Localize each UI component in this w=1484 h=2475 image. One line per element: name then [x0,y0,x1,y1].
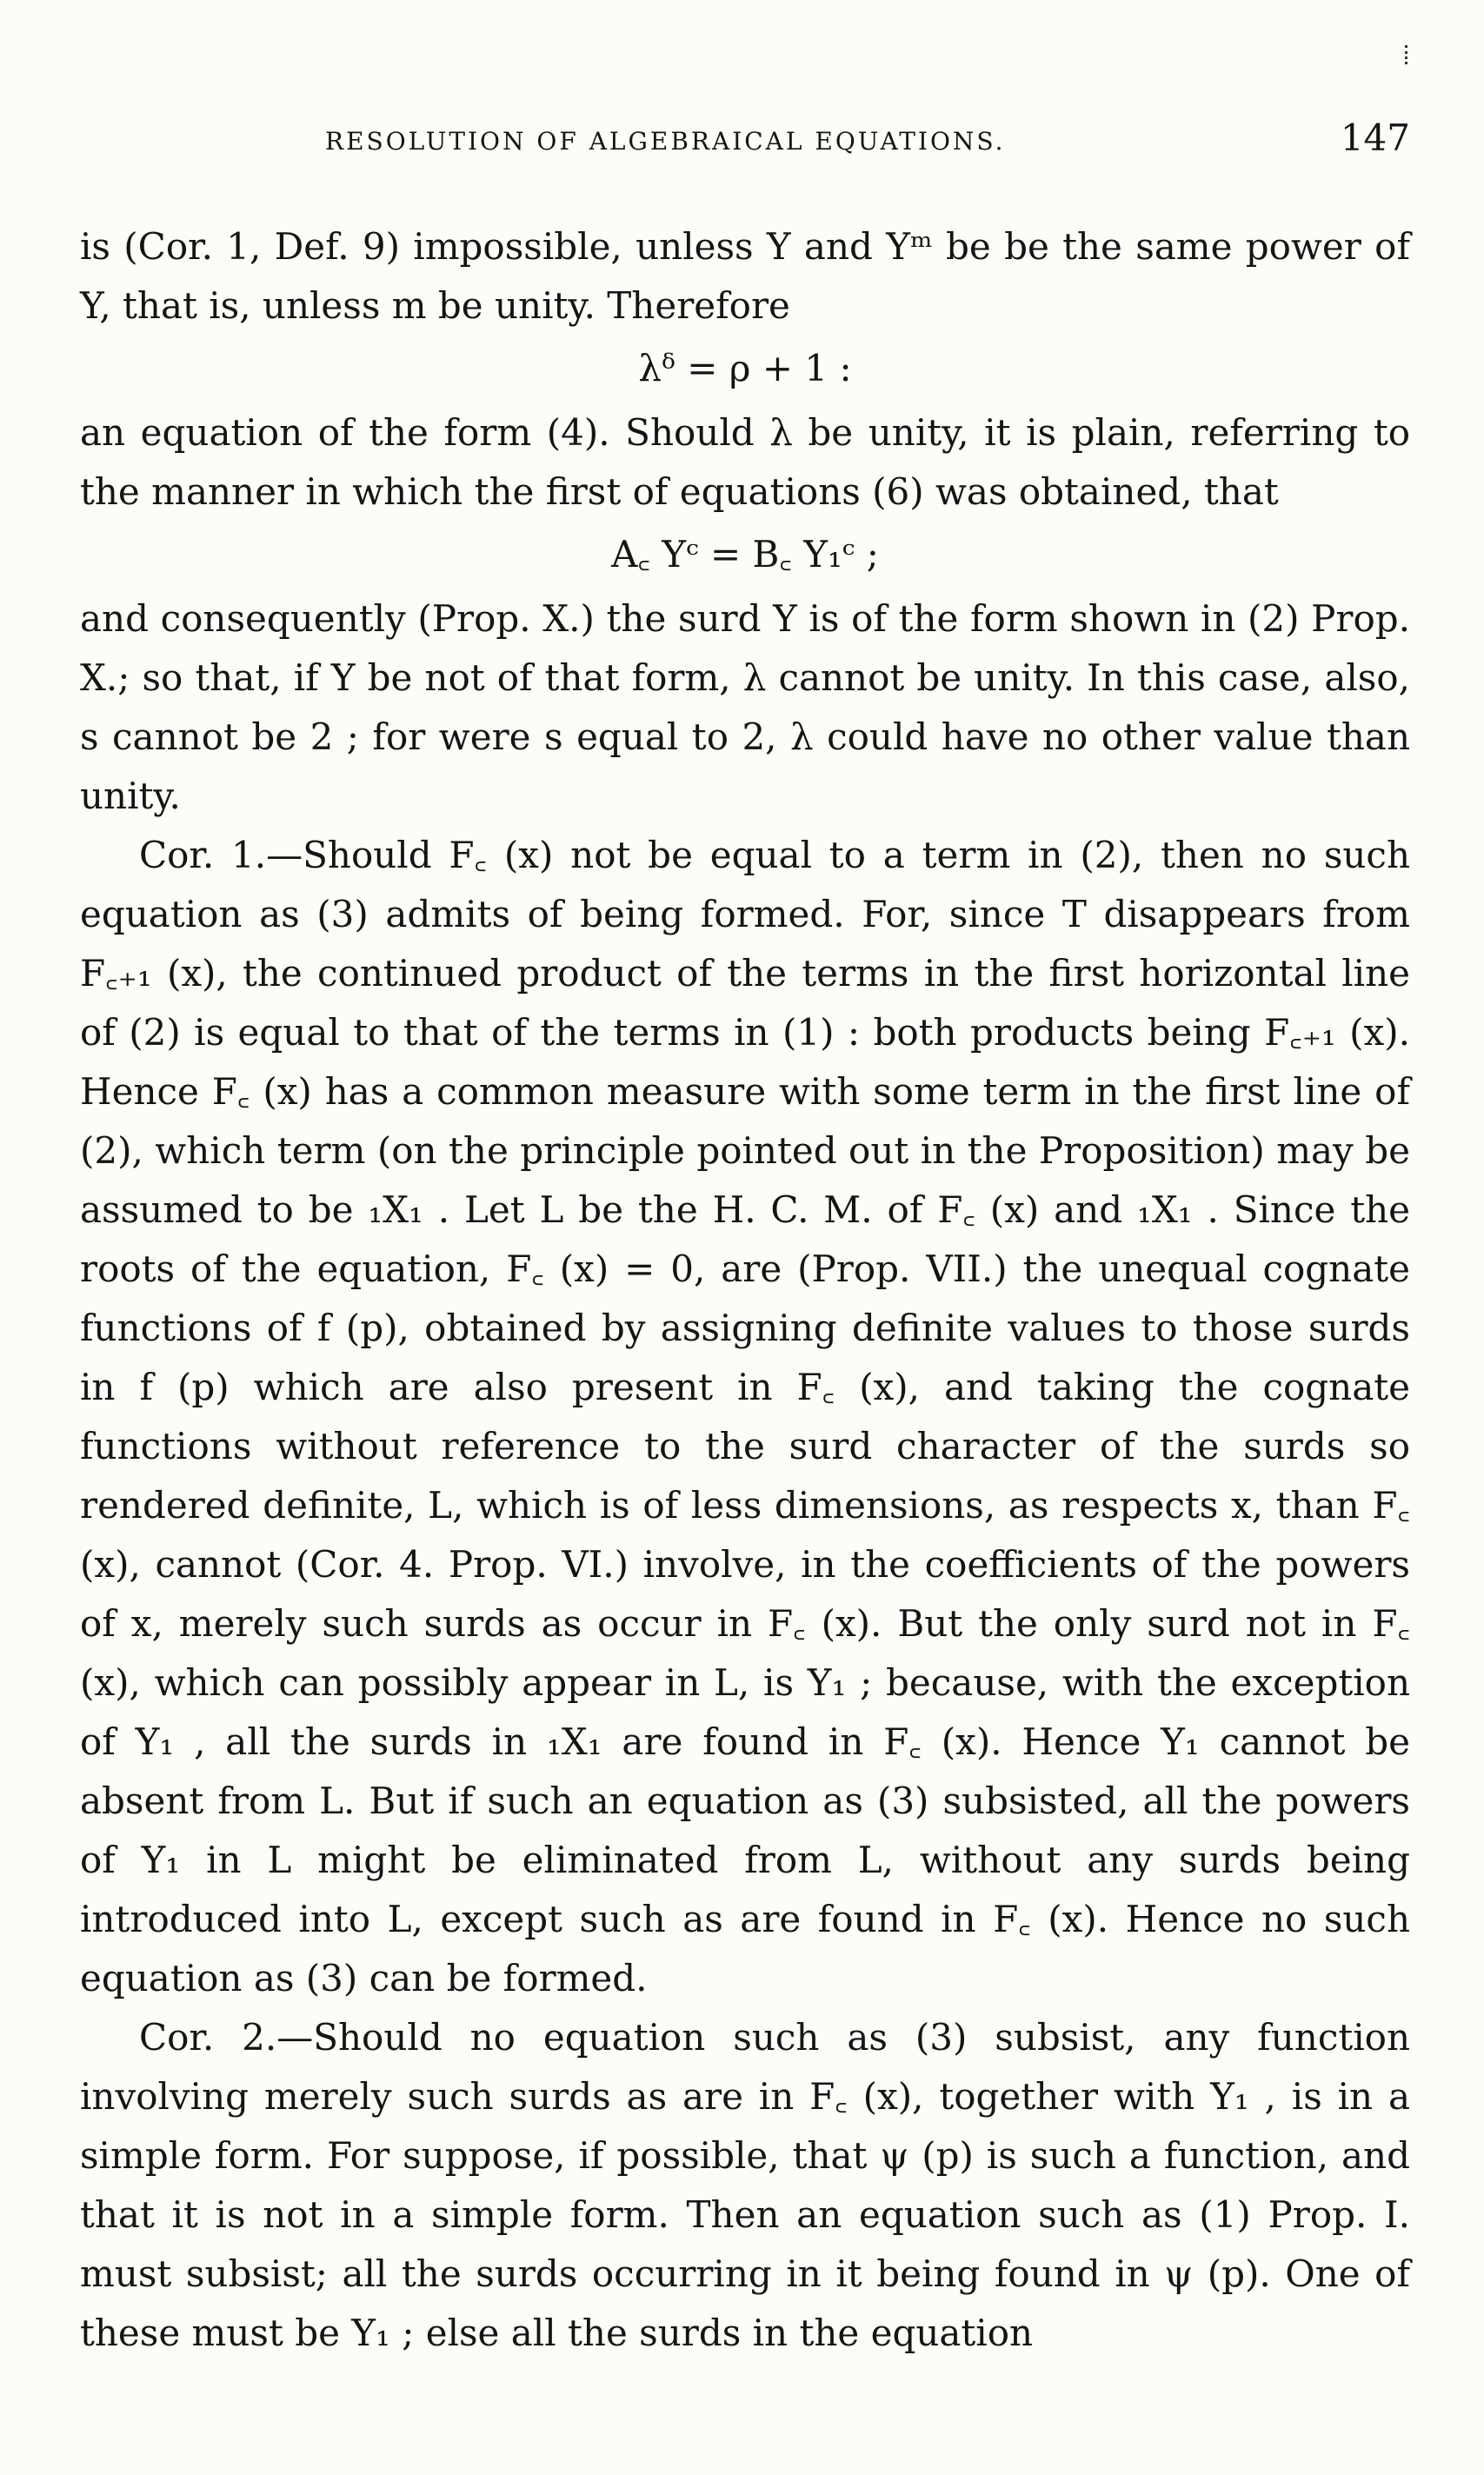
paragraph-form-four: an equation of the form (4). Should λ be unity, it is plain, referring to the manner in which the first of equations (6) was obtained, that [80,411,1410,513]
paragraph-consequently: and consequently (Prop. X.) the surd Y is of the form shown in (2) Prop. X.; so that, if Y be not of that form, λ cannot be unity. In this case, also, s cannot be 2 ; for were s equal to 2, λ could have no other value than unity. [80,597,1410,817]
equation-lambda: λᵟ = ρ + 1 : [638,347,852,389]
page-number: 147 [1340,116,1410,159]
page-body [80,217,1410,2363]
paragraph-corollary-1: Cor. 1.—Should F꜀ (x) not be equal to a term in (2), then no such equation as (3) admits of being formed. For, since T disappears from F꜀₊₁ (x), the continued product of the terms in the first horizontal line of (2) is equal to that of the terms in (1) : both products being F꜀₊₁ (x). Hence F꜀ (x) has a common measure with some term in the first line of (2), which term (on the principle pointed out in the Proposition) may be assumed to be ₁X₁ . Let L be the H. C. M. of F꜀ (x) and ₁X₁ . Since the roots of the equation, F꜀ (x) = 0, are (Prop. VII.) the unequal cognate functions of f (p), obtained by assigning definite values to those surds in f (p) which are also present in F꜀ (x), and taking the cognate functions without reference to the surd character of the surds so rendered definite, L, which is of less dimensions, as respects x, than F꜀ (x), cannot (Cor. 4. Prop. VI.) involve, in the coefficients of the powers of x, merely such surds as occur in F꜀ (x). But the only surd not in F꜀ (x), which can possibly appear in L, is Y₁ ; because, with the exception of Y₁ , all the surds in ₁X₁ are found in F꜀ (x). Hence Y₁ cannot be absent from L. But if such an equation as (3) subsisted, all the powers of Y₁ in L might be eliminated from L, without any surds being introduced into L, except such as are found in F꜀ (x). Hence no such equation as (3) can be formed. [80,834,1410,1999]
paragraph-continued: is (Cor. 1, Def. 9) impossible, unless Y and Yᵐ be be the same power of Y, that is, unless m be unity. Therefore [80,225,1410,327]
page-header [80,103,1410,163]
book-page [80,103,1410,2363]
paragraph-corollary-2: Cor. 2.—Should no equation such as (3) subsist, any function involving merely such surds as are in F꜀ (x), together with Y₁ , is in a simple form. For suppose, if possible, that ψ (p) is such a function, and that it is not in a simple form. Then an equation such as (1) Prop. I. must subsist; all the surds occurring in it being found in ψ (p). One of these must be Y₁ ; else all the surds in the equation [80,2016,1410,2354]
margin-mark [1405,45,1410,64]
running-title: RESOLUTION OF ALGEBRAICAL EQUATIONS. [325,127,1006,156]
equation-a-b: A꜀ Yᶜ = B꜀ Y₁ᶜ ; [611,533,879,576]
